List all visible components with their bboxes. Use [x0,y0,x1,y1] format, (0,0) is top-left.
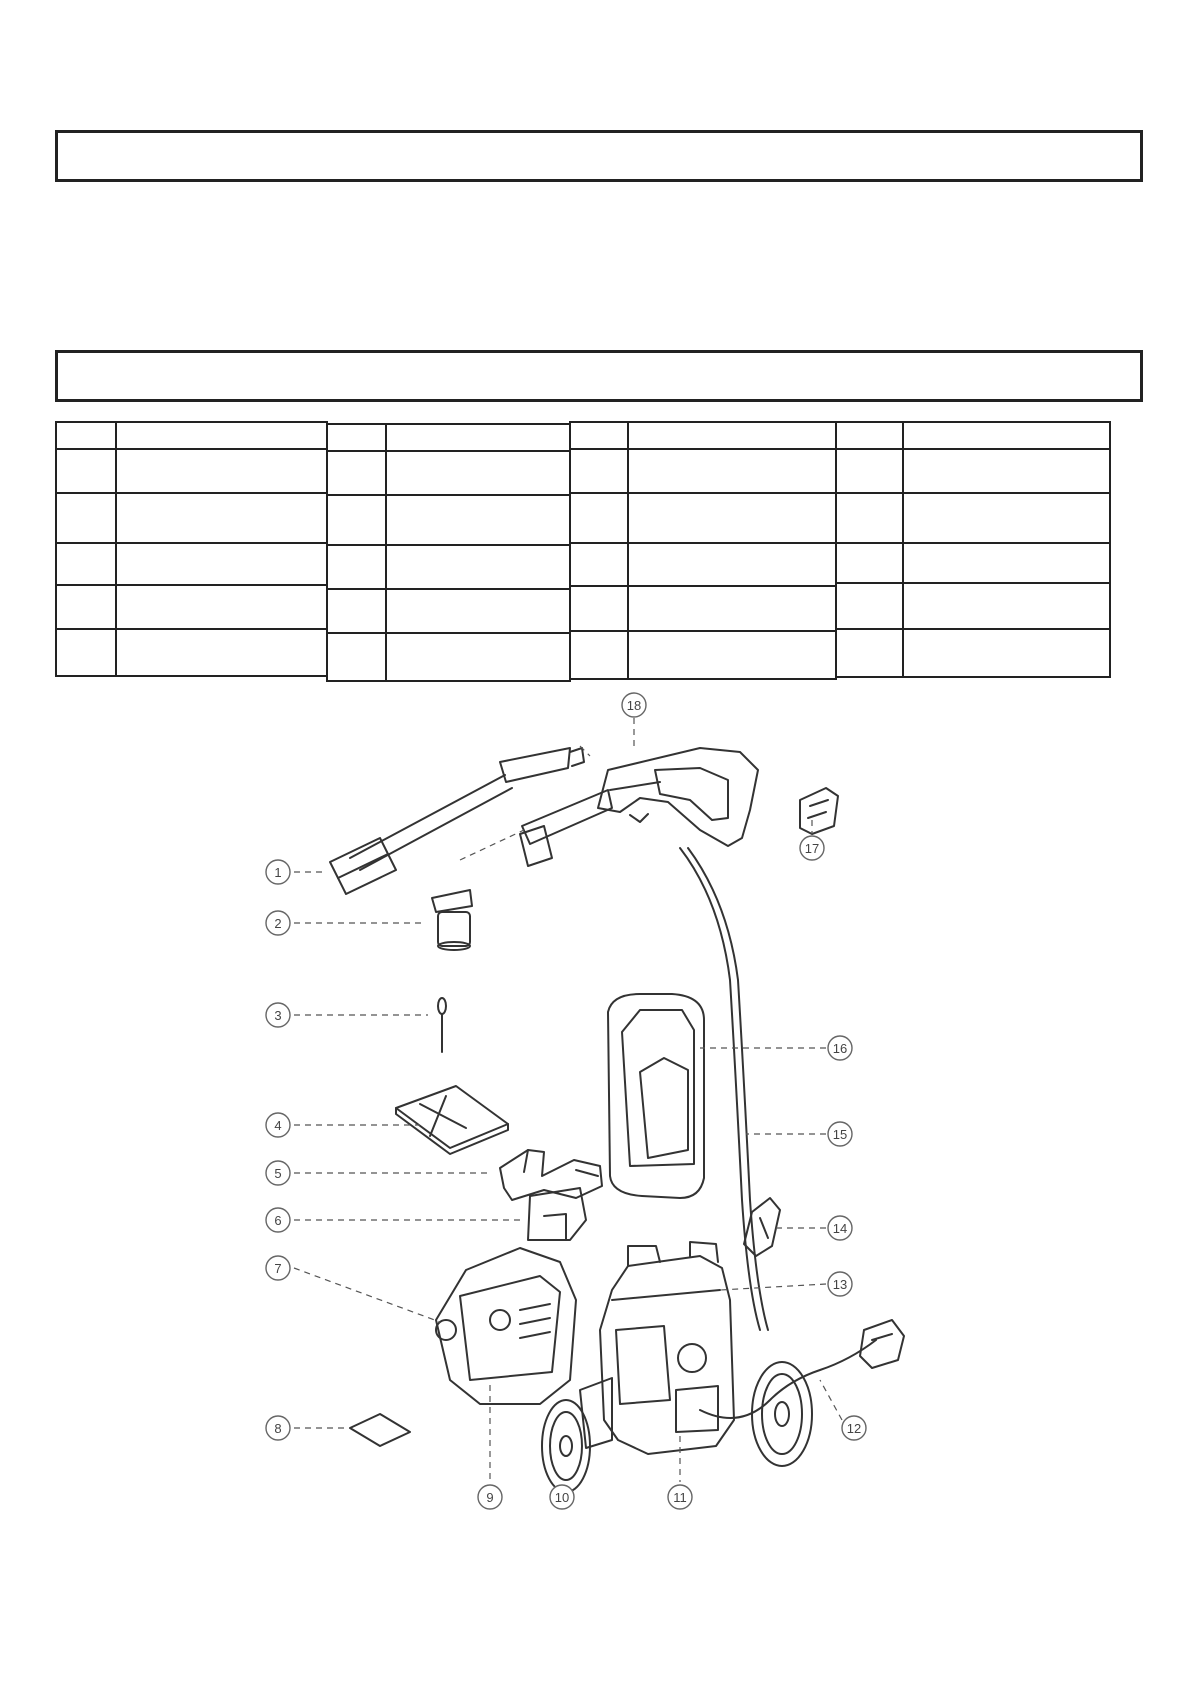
callout-3 [266,1003,290,1027]
cleaning-needle [438,998,446,1052]
spray-gun-trigger [520,748,758,866]
callout-8 [266,1416,290,1440]
table-cell-no [56,422,116,449]
callout-18 [622,693,646,717]
table-cell-no [836,629,903,677]
table-cell-no [56,543,116,585]
table-cell-no [327,451,386,495]
callout-2 [266,911,290,935]
callout-5 [266,1161,290,1185]
callout-16 [828,1036,852,1060]
svg-text:1: 1 [274,865,282,880]
header-box [55,130,1143,182]
table-cell-no [836,449,903,493]
table-cell-name [628,543,836,586]
parts-table-3 [569,421,837,680]
table-cell-no [570,493,628,543]
table-cell-name [116,422,327,449]
table-cell-no [570,422,628,449]
table-cell-no [327,545,386,589]
table-cell-name [116,629,327,676]
table-cell-name [386,424,570,451]
wheel-right [752,1362,812,1466]
accessory-card [350,1414,410,1446]
table-cell-name [903,583,1110,629]
table-cell-no [56,493,116,543]
table-cell-name [628,631,836,679]
svg-text:11: 11 [673,1490,687,1505]
table-cell-no [570,449,628,493]
table-cell-no [570,543,628,586]
svg-text:12: 12 [846,1421,862,1436]
nozzle-holder-bracket [528,1188,586,1240]
table-cell-name [116,449,327,493]
table-cell-no [327,424,386,451]
quick-connector [800,788,838,834]
svg-text:13: 13 [832,1277,848,1292]
svg-text:7: 7 [274,1261,282,1276]
svg-text:9: 9 [486,1490,494,1505]
svg-text:5: 5 [274,1166,282,1181]
table-cell-name [903,629,1110,677]
table-cell-no [56,629,116,676]
parts-table-2 [326,423,571,682]
callout-12 [842,1416,866,1440]
table-cell-no [836,493,903,543]
callout-15 [828,1122,852,1146]
table-cell-name [628,422,836,449]
table-cell-no [327,633,386,681]
callout-4 [266,1113,290,1137]
table-cell-no [56,449,116,493]
callout-14 [828,1216,852,1240]
callout-1 [266,860,290,884]
svg-text:2: 2 [274,916,282,931]
svg-text:17: 17 [804,841,820,856]
table-cell-name [116,585,327,629]
wheel-left [542,1400,590,1492]
power-plug [860,1320,904,1368]
table-cell-name [628,493,836,543]
table-cell-no [836,543,903,583]
exploded-parts-diagram [0,680,1191,1540]
table-cell-no [836,422,903,449]
table-cell-name [386,589,570,633]
callout-9 [478,1485,502,1509]
callout-17 [800,836,824,860]
table-cell-name [386,545,570,589]
parts-list-box [55,350,1143,402]
svg-text:15: 15 [832,1127,848,1142]
table-cell-no [836,583,903,629]
callout-11 [668,1485,692,1509]
table-cell-name [386,633,570,681]
nozzle [432,890,472,950]
svg-text:8: 8 [274,1421,282,1436]
svg-text:3: 3 [274,1008,282,1023]
svg-text:10: 10 [554,1490,570,1505]
spray-lance [330,748,584,894]
parts-table-1 [55,421,328,677]
table-cell-no [327,589,386,633]
table-cell-name [116,543,327,585]
callout-6 [266,1208,290,1232]
svg-text:18: 18 [626,698,642,713]
svg-text:6: 6 [274,1213,282,1228]
table-cell-name [903,493,1110,543]
parts-table-4 [835,421,1111,678]
table-cell-name [903,543,1110,583]
handle-frame [608,994,704,1198]
svg-text:14: 14 [832,1221,848,1236]
table-cell-no [327,495,386,545]
instruction-manual [396,1086,508,1154]
leader-line-7 [294,1268,440,1322]
callout-10 [550,1485,574,1509]
svg-text:16: 16 [832,1041,848,1056]
pump-detail [436,1248,576,1404]
table-cell-name [903,422,1110,449]
table-cell-name [628,586,836,631]
table-cell-name [386,495,570,545]
main-unit [580,1242,876,1454]
table-cell-name [116,493,327,543]
callout-13 [828,1272,852,1296]
leader-line-12 [820,1380,842,1420]
table-cell-name [628,449,836,493]
table-cell-no [570,586,628,631]
hook [744,1198,780,1256]
svg-text:4: 4 [274,1118,282,1133]
callout-7 [266,1256,290,1280]
table-cell-no [570,631,628,679]
table-cell-no [56,585,116,629]
table-cell-name [386,451,570,495]
leader-line-13 [720,1284,826,1290]
leader-line-nozzle [460,830,524,860]
table-cell-name [903,449,1110,493]
